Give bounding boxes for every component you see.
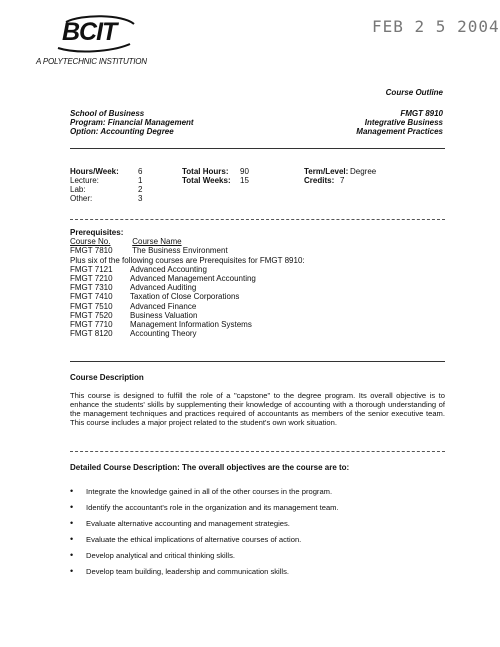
prereq-row [70,246,430,255]
prereq-name: Advanced Accounting [130,264,207,274]
prereq-code: FMGT 7210 [70,274,113,284]
credits-value: 7 [340,176,345,185]
bullet-icon: • [70,550,74,560]
divider [70,219,445,220]
detailed-description-title: Detailed Course Description: The overall objectives are the course are to: [70,463,350,472]
total-weeks-value: 15 [240,176,249,185]
prereq-code: FMGT 7310 [70,283,113,293]
other-value: 3 [138,194,143,203]
bullet-icon: • [70,518,74,528]
list-item [70,547,440,563]
objective-text: Evaluate the ethical implications of alternative courses of action. [86,534,302,544]
list-item [70,515,440,531]
prereq-name: Advanced Auditing [130,283,197,293]
logo-text: BCIT [62,18,117,46]
lecture-label: Lecture: [70,176,99,185]
course-header-right [356,109,443,136]
doc-type: Course Outline [385,88,443,97]
prereq-code: FMGT 8120 [70,329,113,339]
total-hours-value: 90 [240,167,249,176]
institution-tagline: A POLYTECHNIC INSTITUTION [36,57,147,66]
prereq-code: FMGT 7810 [70,246,113,256]
objective-text: Evaluate alternative accounting and management strategies. [86,518,290,528]
prereq-row [70,320,430,329]
course-title-line1: Integrative Business [364,118,443,127]
list-item [70,563,440,579]
course-code: FMGT 8910 [400,109,443,118]
prereq-row [70,283,430,292]
prereq-name: Advanced Management Accounting [130,274,256,284]
objective-text: Develop analytical and critical thinking skills. [86,550,235,560]
divider [70,451,445,452]
prereq-code: FMGT 7510 [70,301,113,311]
total-weeks-label: Total Weeks: [182,176,231,185]
objective-text: Develop team building, leadership and communication skills. [86,566,290,576]
prereq-code: FMGT 7710 [70,320,113,330]
hours-week-value: 6 [138,167,143,176]
other-label: Other: [70,194,93,203]
course-no-header: Course No. [70,237,111,247]
prereq-name: Accounting Theory [130,329,197,339]
prereq-row [70,292,430,301]
prereq-row [70,311,430,320]
course-description-text: This course is designed to fulfill the role of a "capstone" to the degree program. Its overall objective is to enhance the students' skills by supplementing their knowledge of accounting with a thorough understanding of the management techniques and practices required of accountants as members of the senior executive team. This course includes a major project related to the student's own work situation. [70,391,445,427]
prereq-note: Plus six of the following courses are Prerequisites for FMGT 8910: [70,255,305,265]
objective-text: Identify the accountant's role in the organization and its management team. [86,502,339,512]
prereq-code: FMGT 7121 [70,264,113,274]
prereq-row [70,302,430,311]
prerequisites-section [70,228,430,338]
prereq-name: The Business Environment [132,246,228,256]
prereq-name: Taxation of Close Corporations [130,292,240,302]
hours-block [70,167,450,203]
prereq-code: FMGT 7410 [70,292,113,302]
divider [70,361,445,362]
prereq-row [70,265,430,274]
list-item [70,483,440,499]
option-name: Option: Accounting Degree [70,127,174,136]
objectives-list [70,483,440,579]
bullet-icon: • [70,534,74,544]
lab-label: Lab: [70,185,86,194]
prerequisites-title: Prerequisites: [70,228,124,237]
objective-text: Integrate the knowledge gained in all of the other courses in the program. [86,486,333,496]
prereq-name: Management Information Systems [130,320,252,330]
term-label: Term/Level: [304,167,349,176]
total-hours-label: Total Hours: [182,167,229,176]
prereq-row [70,329,430,338]
course-description-title: Course Description [70,373,144,382]
bullet-icon: • [70,502,74,512]
prereq-code: FMGT 7520 [70,310,113,320]
prereq-name: Business Valuation [130,310,198,320]
school-name: School of Business [70,109,145,118]
divider [70,148,445,149]
term-value: Degree [350,167,377,176]
hours-week-label: Hours/Week: [70,167,119,176]
credits-label: Credits: [304,176,335,185]
lab-value: 2 [138,185,143,194]
course-header-left [70,109,194,136]
program-name: Program: Financial Management [70,118,194,127]
date-stamp: FEB 2 5 2004 [372,17,500,36]
list-item [70,499,440,515]
list-item [70,531,440,547]
course-title-line2: Management Practices [356,127,443,136]
prereq-row [70,274,430,283]
bullet-icon: • [70,566,74,576]
prereq-name: Advanced Finance [130,301,197,311]
lecture-value: 1 [138,176,143,185]
bullet-icon: • [70,486,74,496]
course-name-header: Course Name [132,237,182,247]
